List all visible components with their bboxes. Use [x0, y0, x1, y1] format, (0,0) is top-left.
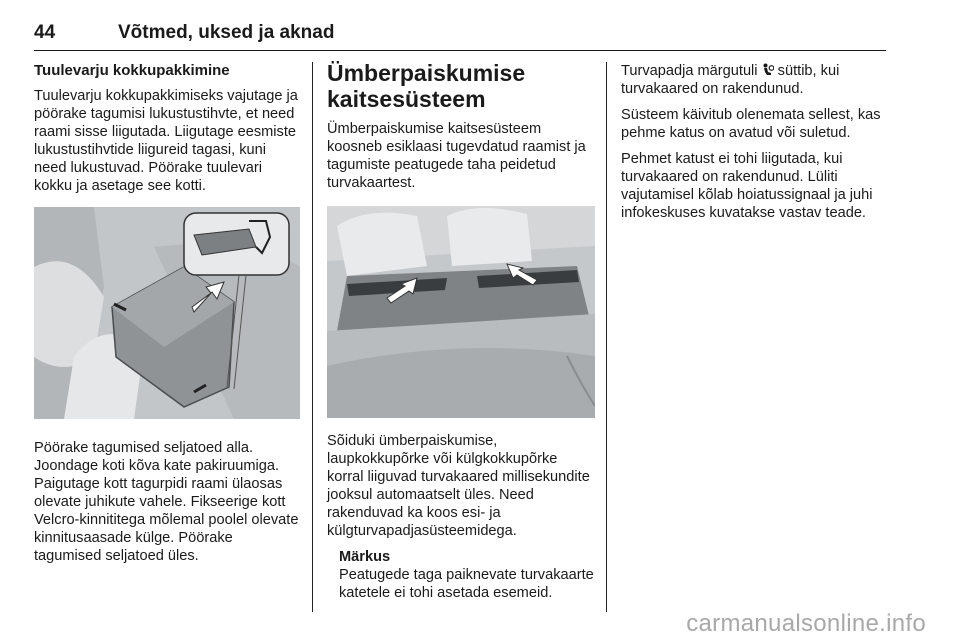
section-heading: Tuulevarju kokkupakkimine [34, 62, 230, 79]
section-heading: Ümberpaiskumise kaitsesüsteem [327, 60, 526, 112]
note-text: Peatugede taga paiknevate turvakaarte katetele ei tohi asetada esemeid. [339, 567, 594, 601]
column-divider [312, 62, 313, 612]
note-title: Märkus [339, 549, 391, 565]
illustration-rollover-bars [327, 206, 595, 418]
paragraph: Pehmet katust ei tohi liigutada, kui turvakaared on rakendunud. Lüliti vajutamisel kõlab hoiatussignaal ja juhi infokeskuses kuvatakse vastav teade. [621, 151, 873, 221]
paragraph: Ümberpaiskumise kaitsesüsteem koosneb esiklaasi tugevdatud raamist ja tagumiste peatugede taha peidetud turvakaartest. [327, 121, 586, 191]
paragraph: Turvapadja märgutuli süttib, kui turvakaared on rakendunud. [621, 63, 840, 97]
note-box [327, 548, 595, 602]
chapter-title: Võtmed, uksed ja aknad [118, 22, 335, 43]
column-3 [621, 62, 883, 230]
windbreak-bag-drawing [34, 207, 300, 419]
column-1 [34, 62, 300, 573]
page-number: 44 [34, 22, 56, 43]
illustration-windbreak-bag [34, 207, 300, 419]
paragraph: Sõiduki ümberpaiskumise, laupkokkupõrke või külgkokkupõrke korral liiguvad turvakaared millisekundite jooksul automaatselt üles. Need rakenduvad ka koos esi- ja külgturvapadjasüsteemidega. [327, 433, 590, 539]
column-2 [327, 62, 595, 602]
column-divider [606, 62, 607, 612]
rollover-bars-drawing [327, 206, 595, 418]
page-header [34, 22, 886, 51]
airbag-warning-icon [762, 63, 774, 77]
watermark: carmanualsonline.info [686, 610, 926, 637]
paragraph: Pöörake tagumised seljatoed alla. Joondage koti kõva kate pakiruumiga. Paigutage kott tagurpidi raami ülaosas olevate juhikute vahele. Fikseerige kott Velcro-kinnititega mõlemal poolel olevate kinnitusaasade külge. Pöörake tagumised seljatoed üles. [34, 440, 299, 564]
paragraph: Tuulevarju kokkupakkimiseks vajutage ja pöörake tagumisi lukustustihvte, et need raami sisse liigutada. Liigutage eesmiste lukustustihvtide liigureid tagasi, kuni need lukustuvad. Pöörake tuulevari kokku ja asetage see kotti. [34, 88, 298, 194]
paragraph: Süsteem käivitub olenemata sellest, kas pehme katus on avatud või suletud. [621, 107, 881, 141]
